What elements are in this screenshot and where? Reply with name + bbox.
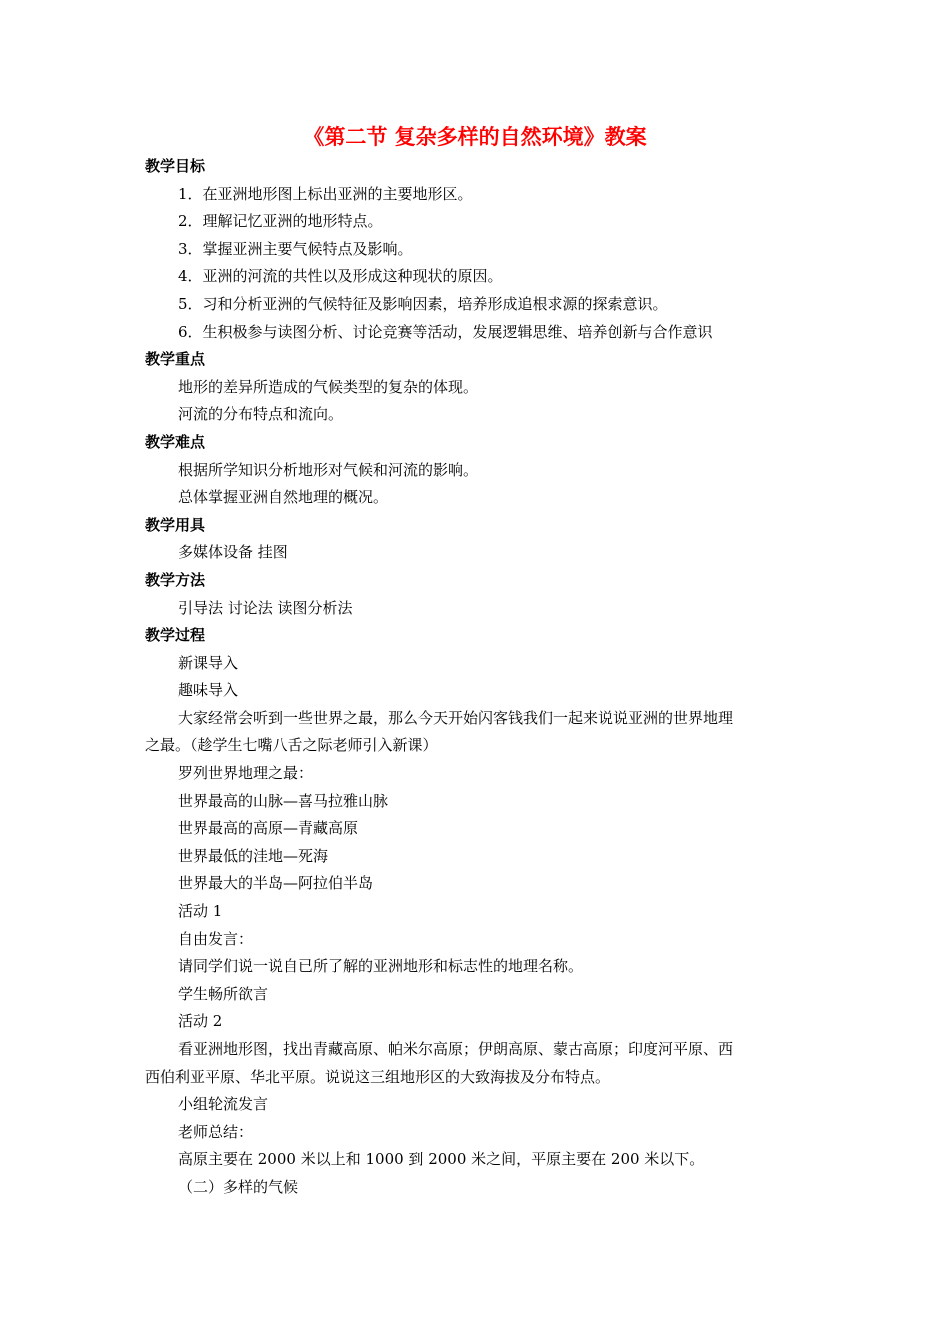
process-line: 西伯利亚平原、华北平原。说说这三组地形区的大致海拔及分布特点。 — [145, 1067, 611, 1086]
section-heading-methods: 教学方法 — [145, 570, 206, 589]
section-heading-difficulties: 教学难点 — [145, 432, 206, 451]
section-heading-key-points: 教学重点 — [145, 350, 206, 369]
section-heading-tools: 教学用具 — [145, 515, 206, 534]
process-line: 看亚洲地形图，找出青藏高原、帕米尔高原；伊朗高原、蒙古高原；印度河平原、西 — [178, 1040, 734, 1058]
process-line: 小组轮流发言 — [178, 1095, 269, 1114]
section-heading-objectives: 教学目标 — [145, 157, 206, 175]
difficulty-item: 根据所学知识分析地形对气候和河流的影响。 — [178, 460, 479, 479]
process-line: （二）多样的气候 — [178, 1177, 299, 1196]
process-line: 世界最高的高原—青藏高原 — [178, 819, 359, 838]
document-body — [145, 153, 805, 1202]
process-line: 自由发言： — [178, 929, 254, 948]
difficulty-item: 总体掌握亚洲自然地理的概况。 — [178, 488, 389, 507]
key-point-item: 地形的差异所造成的气候类型的复杂的体现。 — [178, 377, 479, 396]
process-line: 趣味导入 — [178, 681, 239, 700]
process-line: 之最。（趁学生七嘴八舌之际老师引入新课） — [145, 736, 438, 755]
process-line: 活动 1 — [178, 902, 223, 921]
objective-item: 4．亚洲的河流的共性以及形成这种现状的原因。 — [178, 267, 503, 286]
key-point-item: 河流的分布特点和流向。 — [178, 405, 344, 424]
process-line: 新课导入 — [178, 653, 239, 672]
objective-item: 6．生积极参与读图分析、讨论竞赛等活动，发展逻辑思维、培养创新与合作意识 — [178, 322, 713, 341]
process-line: 世界最大的半岛—阿拉伯半岛 — [178, 874, 374, 893]
objective-item: 3．掌握亚洲主要气候特点及影响。 — [178, 239, 413, 258]
process-line: 学生畅所欲言 — [178, 984, 269, 1003]
section-heading-process: 教学过程 — [145, 626, 206, 645]
process-line: 活动 2 — [178, 1012, 223, 1031]
process-line: 世界最高的山脉—喜马拉雅山脉 — [178, 791, 389, 810]
process-line: 世界最低的洼地—死海 — [178, 846, 329, 865]
process-line: 高原主要在 2000 米以上和 1000 到 2000 米之间，平原主要在 200 米以下。 — [178, 1150, 705, 1169]
process-line: 大家经常会听到一些世界之最，那么今天开始闪客钱我们一起来说说亚洲的世界地理 — [178, 708, 734, 727]
process-line: 老师总结： — [178, 1122, 254, 1141]
method-item: 引导法 讨论法 读图分析法 — [178, 598, 353, 617]
objective-item: 5．习和分析亚洲的气候特征及影响因素，培养形成追根求源的探索意识。 — [178, 294, 668, 313]
process-line: 请同学们说一说自已所了解的亚洲地形和标志性的地理名称。 — [178, 957, 584, 976]
tool-item: 多媒体设备 挂图 — [178, 543, 288, 562]
objective-item: 2．理解记忆亚洲的地形特点。 — [178, 212, 383, 231]
document-title: 《第二节 复杂多样的自然环境》教案 — [303, 125, 647, 149]
objective-item: 1．在亚洲地形图上标出亚洲的主要地形区。 — [178, 184, 473, 203]
process-line: 罗列世界地理之最： — [178, 764, 314, 783]
